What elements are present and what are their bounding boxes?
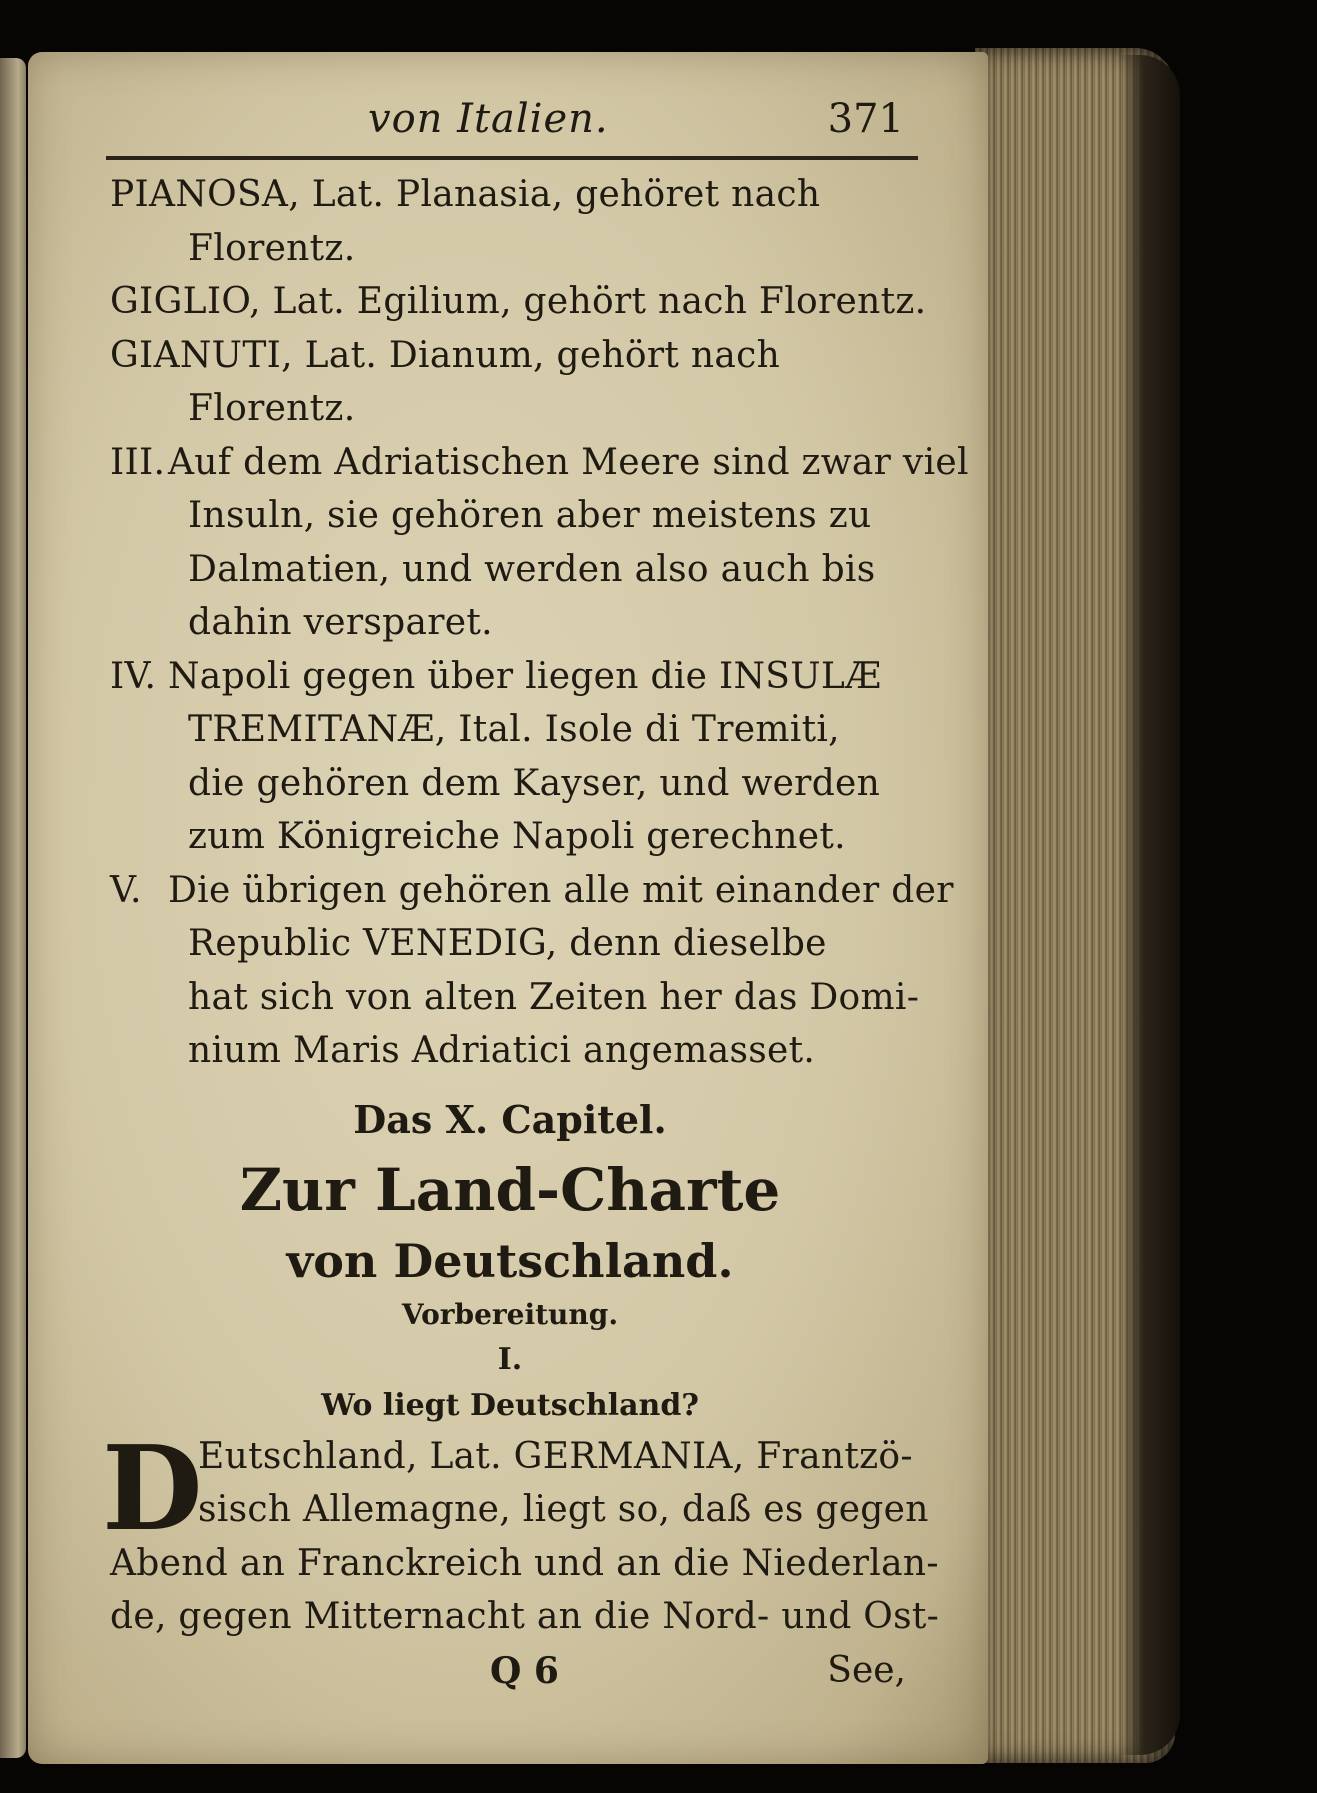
- text-line: PIANOSA, Lat. Planasia, gehöret nach: [110, 174, 821, 215]
- text-line: Florentz.: [188, 227, 356, 269]
- page-footer: [110, 1644, 910, 1698]
- text-line: Insuln, sie gehören aber meistens zu: [188, 495, 872, 536]
- signature-mark: Q 6: [490, 1649, 559, 1692]
- drop-cap: D: [102, 1420, 203, 1557]
- text-line: Eutschland, Lat. GERMANIA, Frantzö-: [198, 1435, 913, 1477]
- text-line: Die übrigen gehören alle mit einander der: [168, 869, 954, 911]
- item-number: III.: [110, 441, 166, 483]
- catchword: See,: [827, 1649, 906, 1691]
- item-number: V.: [110, 869, 142, 911]
- book-page: [28, 52, 988, 1764]
- text-line: zum Königreiche Napoli gerechnet.: [188, 816, 846, 857]
- text-line: dahin versparet.: [188, 602, 493, 643]
- text-line: nium Maris Adriatici angemasset.: [188, 1030, 816, 1071]
- numbered-item: [110, 650, 910, 864]
- item-number: IV.: [110, 655, 157, 697]
- running-head: [110, 92, 910, 156]
- page-text: [102, 92, 969, 1698]
- text-line: Florentz.: [188, 388, 356, 429]
- header-rule: [106, 156, 918, 160]
- text-line: TREMITANÆ, Ital. Isole di Tremiti,: [188, 709, 840, 750]
- numbered-item: [110, 436, 969, 650]
- chapter-title-line1: Zur Land-Charte: [239, 1155, 781, 1224]
- book-cover-edge: [1120, 55, 1180, 1755]
- page-number: 371: [827, 96, 904, 142]
- section-number: I.: [497, 1341, 523, 1377]
- section-question: Wo liegt Deutschland?: [321, 1387, 699, 1423]
- text-line: de, gegen Mitternacht an die Nord- und Ost-: [110, 1596, 940, 1637]
- running-head-title: von Italien.: [368, 96, 609, 142]
- text-line: hat sich von alten Zeiten her das Domi-: [188, 976, 920, 1018]
- chapter-subtitle: Vorbereitung.: [401, 1297, 619, 1331]
- text-line: sisch Allemagne, liegt so, daß es gegen: [198, 1489, 929, 1530]
- opening-paragraph: [102, 1420, 940, 1644]
- text-line: Republic VENEDIG, denn dieselbe: [188, 923, 827, 964]
- text-line: Napoli gegen über liegen die INSULÆ: [168, 655, 882, 697]
- numbered-item: [110, 864, 954, 1078]
- text-line: die gehören dem Kayser, und werden: [188, 762, 881, 804]
- text-line: GIANUTI, Lat. Dianum, gehört nach: [110, 334, 781, 376]
- text-line: Abend an Franckreich und an die Niederlan-: [110, 1542, 939, 1584]
- text-line: Auf dem Adriatischen Meere sind zwar viel: [168, 441, 969, 483]
- text-line: Dalmatien, und werden also auch bis: [188, 548, 876, 590]
- chapter-title-line2: von Deutschland.: [286, 1233, 734, 1288]
- previous-page-edge: [0, 58, 26, 1758]
- chapter-label: Das X. Capitel.: [353, 1096, 667, 1142]
- text-line: GIGLIO, Lat. Egilium, gehört nach Florentz.: [110, 281, 927, 322]
